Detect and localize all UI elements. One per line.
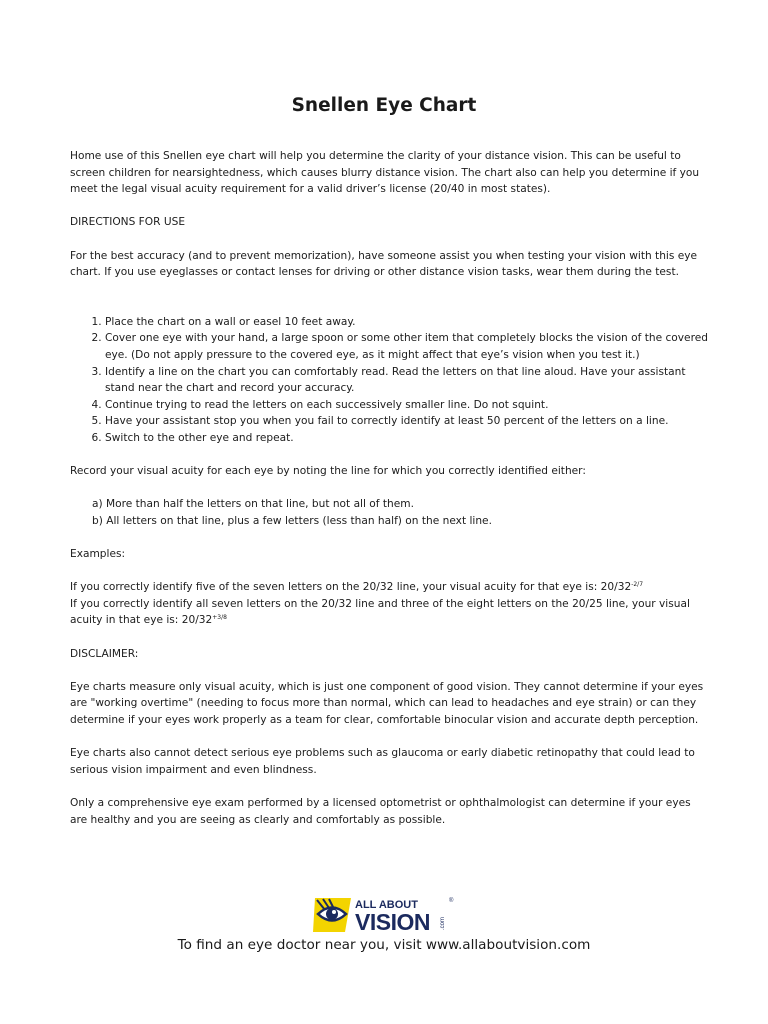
- list-item: 3. Identify a line on the chart you can comfortably read. Read the letters on that line aloud. Have your assistant stand near the chart and record your accuracy.: [105, 364, 710, 397]
- all-about-vision-logo: [313, 894, 458, 934]
- example-1-text: If you correctly identify five of the seven letters on the 20/32 line, your visual acuity for that eye is: 20/32: [70, 581, 632, 594]
- example-1: [70, 579, 710, 596]
- disclaimer-paragraph: Eye charts also cannot detect serious eye problems such as glaucoma or early diabetic retinopathy that could lead to serious vision impairment and even blindness.: [70, 747, 695, 776]
- list-item: 4. Continue trying to read the letters on each successively smaller line. Do not squint.: [105, 397, 710, 414]
- document-body: [70, 148, 710, 845]
- list-item: a) More than half the letters on that line, but not all of them.: [92, 498, 414, 511]
- options-list: [92, 496, 710, 529]
- list-item: b) All letters on that line, plus a few letters (less than half) on the next line.: [92, 514, 492, 527]
- intro-paragraph: Home use of this Snellen eye chart will help you determine the clarity of your distance vision. This can be useful to screen children for nearsightedness, which causes blurry distance vision. The chart also can help you determine if you meet the legal visual acuity requirement for a valid driver’s license (20/40 in most states).: [70, 150, 700, 196]
- list-item: 6. Switch to the other eye and repeat.: [105, 430, 710, 447]
- example-2-text: If you correctly identify all seven letters on the 20/32 line and three of the eight letters on the 20/25 line, your visual acuity in that eye is: 20/32: [70, 597, 690, 627]
- footer-text: To find an eye doctor near you, visit www.allaboutvision.com: [177, 937, 591, 953]
- logo-registered-mark: ®: [449, 898, 454, 904]
- directions-paragraph: For the best accuracy (and to prevent memorization), have someone assist you when testing your vision with this eye chart. If you use eyeglasses or contact lenses for driving or other distance vision tasks, wear them during the test.: [70, 249, 698, 279]
- list-item: 2. Cover one eye with your hand, a large spoon or some other item that completely blocks the vision of the covered eye. (Do not apply pressure to the covered eye, as it might affect that eye’s vision when you test it.): [105, 330, 710, 363]
- example-2: [70, 596, 710, 629]
- logo-line1: ALL ABOUT: [355, 899, 418, 911]
- logo-line2: VISION: [355, 909, 430, 934]
- examples-heading: Examples:: [70, 548, 126, 561]
- disclaimer-paragraph: Eye charts measure only visual acuity, which is just one component of good vision. They cannot determine if your eyes are "working overtime" (needing to focus more than normal, which can lead to headaches and eye strain) or can they determine if your eyes work properly as a team for clear, comfortable binocular vision and accurate depth perception.: [70, 680, 704, 726]
- example-2-superscript: +3/8: [212, 614, 227, 622]
- eye-emblem-icon: [313, 898, 351, 932]
- example-1-superscript: -2/7: [631, 581, 644, 589]
- steps-list: [70, 314, 710, 447]
- record-paragraph: Record your visual acuity for each eye by noting the line for which you correctly identified either:: [70, 465, 586, 478]
- disclaimer-heading: DISCLAIMER:: [70, 647, 139, 660]
- list-item: 1. Place the chart on a wall or easel 10 feet away.: [105, 314, 710, 331]
- directions-heading: DIRECTIONS FOR USE: [70, 216, 186, 229]
- logo-suffix: .com: [440, 916, 446, 930]
- disclaimer-paragraph: Only a comprehensive eye exam performed by a licensed optometrist or ophthalmologist can determine if your eyes are healthy and you are seeing as clearly and comfortably as possible.: [70, 796, 691, 826]
- page-title: Snellen Eye Chart: [291, 95, 477, 116]
- list-item: 5. Have your assistant stop you when you fail to correctly identify at least 50 percent of the letters on a line.: [105, 413, 710, 430]
